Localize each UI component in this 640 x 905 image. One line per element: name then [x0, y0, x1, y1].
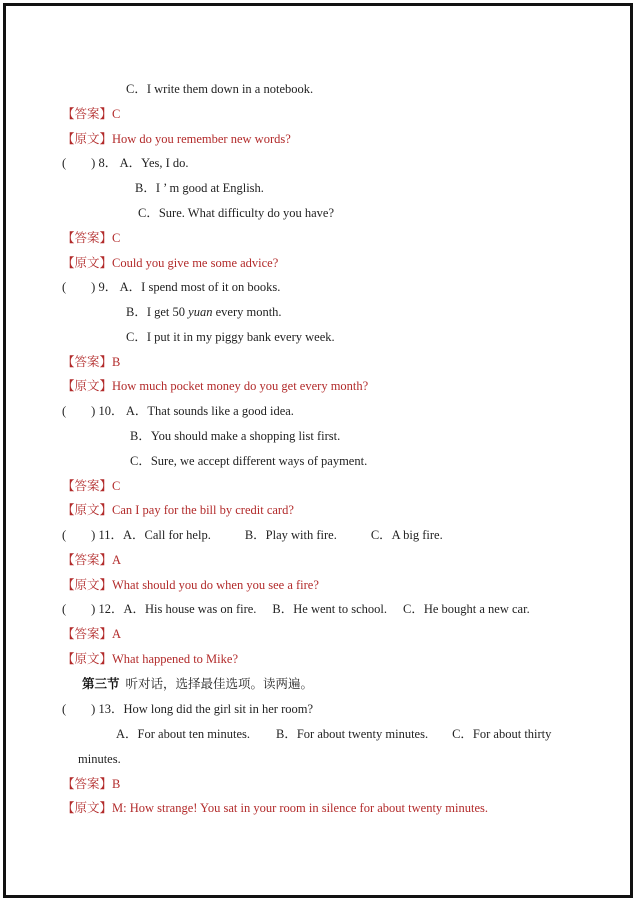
q9-option-c: C．I put it in my piggy bank every week. — [126, 330, 335, 344]
q9-option-a: ( ) 9． A．I spend most of it on books. — [62, 280, 281, 294]
transcript-11: 【原文】What should you do when you see a fire? — [62, 578, 319, 592]
answer-12: 【答案】A — [62, 627, 122, 641]
q7-option-c: C．I write them down in a notebook. — [126, 82, 314, 96]
q11-option-c: C．A big fire. — [370, 528, 443, 542]
q9-option-b-post: every month. — [212, 305, 282, 319]
section-heading — [82, 676, 313, 692]
q9-option-b — [126, 304, 282, 320]
q9-option-b-italic: yuan — [188, 305, 213, 319]
section-title: 第三节 — [82, 677, 120, 691]
q13-option-c-cont: minutes. — [78, 752, 121, 766]
answer-7: 【答案】C — [62, 107, 121, 121]
transcript-8: 【原文】Could you give me some advice? — [62, 256, 279, 270]
q8-option-a: ( ) 8． A．Yes, I do. — [62, 156, 189, 170]
q13-options — [116, 726, 551, 742]
q12-option-a: ( ) 12．A．His house was on fire. — [62, 602, 257, 616]
q11-option-a: ( ) 11．A．Call for help. — [62, 528, 211, 542]
q13-option-b: B．For about twenty minutes. — [276, 727, 429, 741]
q8-option-c: C．Sure. What difficulty do you have? — [138, 206, 335, 220]
q10-option-c: C．Sure, we accept different ways of payment. — [130, 454, 368, 468]
transcript-7: 【原文】How do you remember new words? — [62, 132, 291, 146]
section-instruction: 听对话，选择最佳选项。读两遍。 — [125, 677, 314, 691]
transcript-12: 【原文】What happened to Mike? — [62, 652, 238, 666]
q8-option-b: B．I ’ m good at English. — [135, 181, 264, 195]
answer-11: 【答案】A — [62, 553, 122, 567]
q9-option-b-pre: B．I get 50 — [126, 305, 189, 319]
q11-option-b: B．Play with fire. — [244, 528, 337, 542]
transcript-13: 【原文】M: How strange! You sat in your room in silence for about twenty minutes. — [62, 801, 488, 815]
answer-10: 【答案】C — [62, 479, 121, 493]
answer-9: 【答案】B — [62, 355, 121, 369]
q10-option-b: B．You should make a shopping list first. — [130, 429, 341, 443]
q13-stem: ( ) 13．How long did the girl sit in her room? — [62, 702, 314, 716]
answer-13: 【答案】B — [62, 777, 121, 791]
q11-options — [62, 527, 443, 543]
transcript-9: 【原文】How much pocket money do you get every month? — [62, 379, 369, 393]
q13-option-c: C．For about thirty — [452, 727, 552, 741]
q13-option-a: A．For about ten minutes. — [116, 727, 251, 741]
q12-option-c: C．He bought a new car. — [403, 602, 530, 616]
q12-option-b: B．He went to school. — [272, 602, 387, 616]
answer-8: 【答案】C — [62, 231, 121, 245]
q12-options — [62, 601, 530, 617]
q10-option-a: ( ) 10． A．That sounds like a good idea. — [62, 404, 294, 418]
transcript-10: 【原文】Can I pay for the bill by credit card? — [62, 503, 294, 517]
